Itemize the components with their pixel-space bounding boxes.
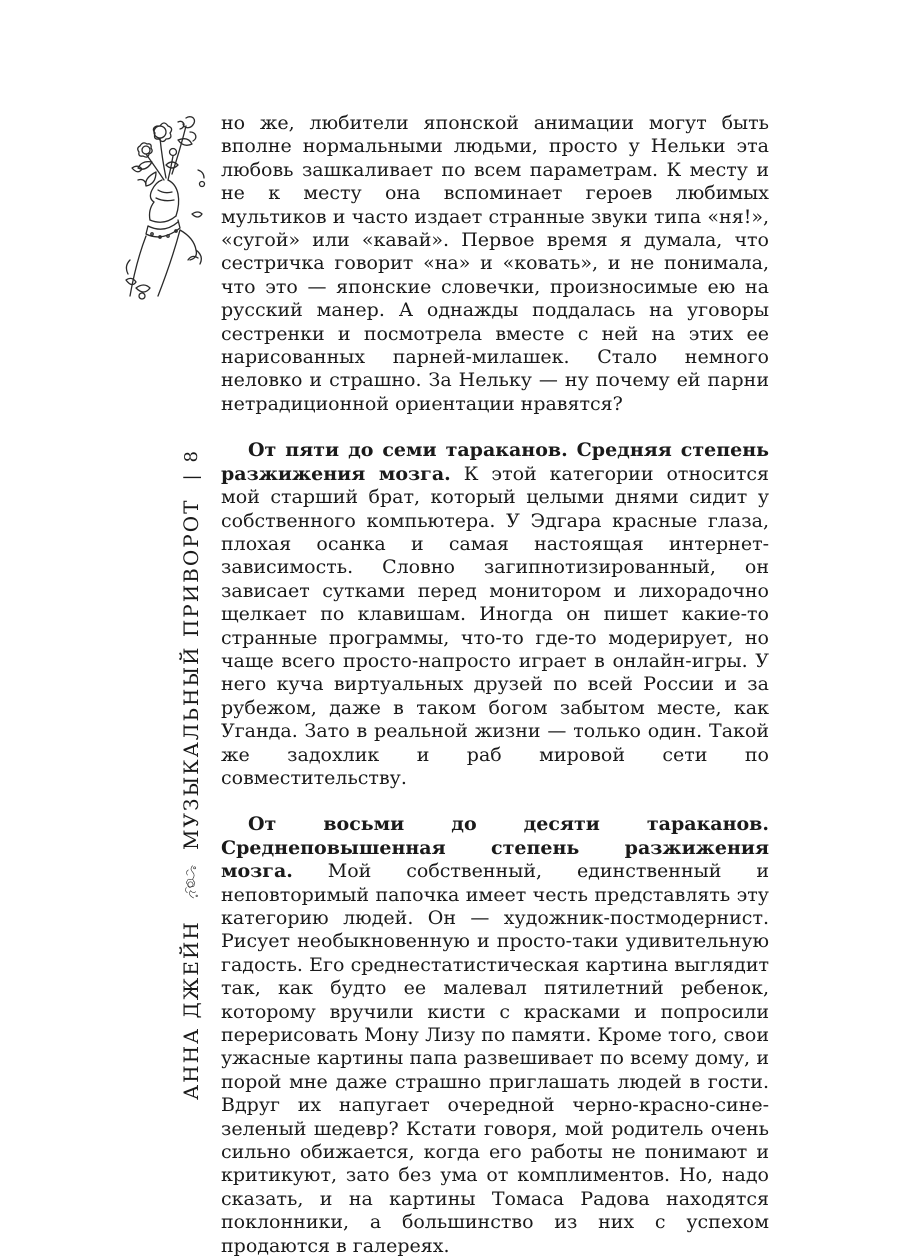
running-head-title: МУЗЫКАЛЬНЫЙ ПРИВОРОТ bbox=[179, 498, 203, 850]
paragraph-1-text: но же, любители японской анимации могут быть вполне нормальными людьми, просто у Нельки эта любовь зашкаливает по всем параметрам. К месту и не к месту она вспоминает героев любимых мультиков и часто издает странные звуки типа «ня!», «сугой» или «кавай». Первое время я думала, что сестричка говорит «на» и «ковать», и не понимала, что это — японские словечки, произносимые ею на русский манер. А однажды поддалась на уговоры сестренки и посмотрела вместе с ней на этих ее нарисованных парней-милашек. Стало немного неловко и страшно. За Нельку — ну почему ей парни нетрадиционной ориентации нравятся? bbox=[221, 112, 769, 415]
running-head-author: АННА ДЖЕЙН bbox=[179, 920, 203, 1100]
running-head-separator: | bbox=[180, 472, 202, 481]
floral-flourish-icon bbox=[176, 864, 206, 900]
paragraph-3-lead: От восьми до десяти тараканов. Среднеповышенная степень разжижения мозга. bbox=[221, 813, 769, 883]
paragraph-2-text: К этой категории относится мой старший брат, который целыми днями сидит у собственного компьютера. У Эдгара красные глаза, плохая осанка и самая настоящая интернет-зависимость. Словно загипнотизированный, он зависает сутками перед монитором и лихорадочно щелкает по клавишам. Иногда он пишет какие-то странные программы, что-то где-то модерирует, но чаще всего просто-напросто играет в онлайн-игры. У него куча виртуальных друзей по всей России и за рубежом, даже в таком богом забытом месте, как Уганда. Зато в реальной жизни — только один. Такой же задохлик и раб мировой сети по совместительству. bbox=[221, 462, 769, 789]
hand-with-flowers-illustration bbox=[118, 110, 218, 305]
page-number: 8 bbox=[180, 450, 202, 463]
body-text bbox=[221, 112, 769, 1258]
paragraph-2 bbox=[221, 439, 769, 790]
running-head bbox=[175, 450, 207, 1100]
paragraph-3 bbox=[221, 813, 769, 1258]
paragraph-2-lead: От пяти до семи тараканов. Средняя степень разжижения мозга. bbox=[221, 439, 769, 485]
paragraph-3-text: Мой собственный, единственный и неповторимый папочка имеет честь представлять эту категорию людей. Он — художник-постмодернист. Рисует необыкновенную и просто-таки удивительную гадость. Его среднестатистическая картина выглядит так, как будто ее малевал пятилетний ребенок, которому вручили кисти с красками и попросили перерисовать Мону Лизу по памяти. Кроме того, свои ужасные картины папа развешивает по всему дому, и порой мне даже страшно приглашать людей в гости. Вдруг их напугает очередной черно-красно-сине-зеленый шедевр? Кстати говоря, мой родитель очень сильно обижается, когда его работы не понимают и критикуют, зато без ума от комплиментов. Но, надо сказать, и на картины Томаса Радова находятся поклонники, а большинство из них с успехом продаются в галереях. bbox=[221, 860, 769, 1257]
paragraph-1 bbox=[221, 112, 769, 416]
